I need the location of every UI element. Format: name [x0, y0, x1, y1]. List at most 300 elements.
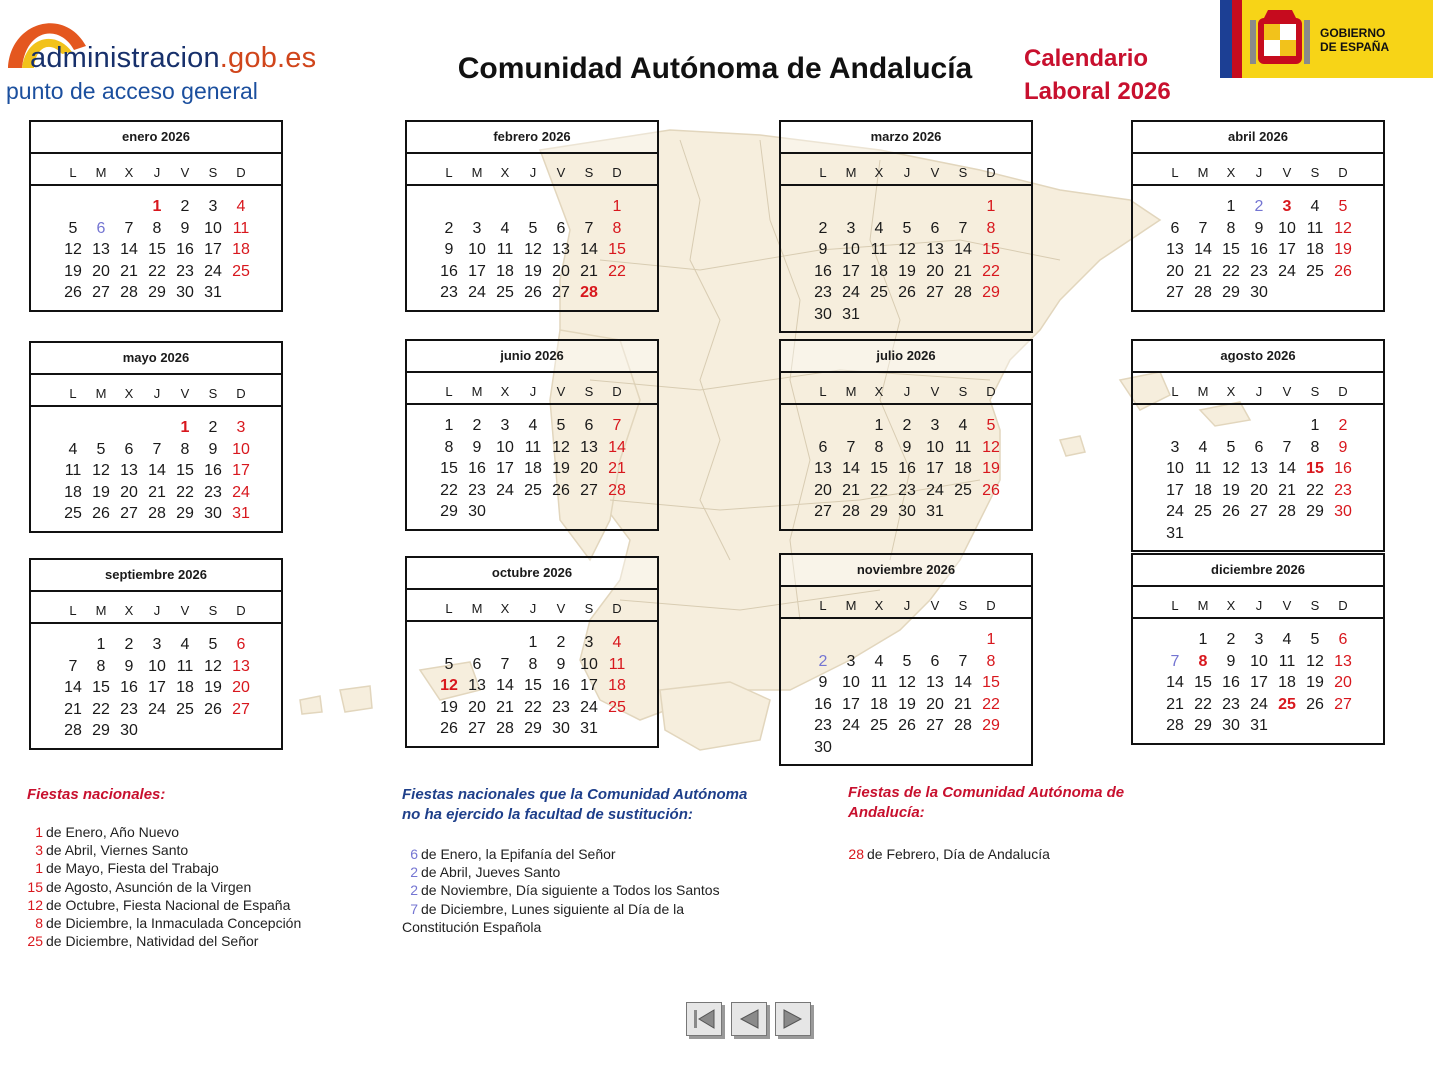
day-cell: 19 [204, 679, 222, 696]
day-cell: 11 [524, 438, 542, 456]
day-cell: 25 [496, 284, 514, 301]
empty-day-cell [1301, 715, 1329, 737]
legend-item [27, 859, 301, 877]
legend-item-text: de Mayo, Fiesta del Trabajo [46, 860, 219, 877]
day-cell: 18 [608, 677, 626, 694]
days-grid [31, 624, 281, 748]
week-row [1161, 694, 1369, 716]
weekday-label: L [445, 384, 453, 399]
weekday-label: V [556, 384, 566, 399]
month-calendar [29, 120, 283, 312]
month-calendar [1131, 553, 1385, 745]
legend-item-day: 8 [35, 915, 43, 932]
legend-substituted-title: Fiestas nacionales que la Comunidad Autónoma no ha ejercido la facultad de sustitución: [402, 786, 748, 823]
empty-day-cell [547, 196, 575, 218]
day-cell: 2 [818, 652, 828, 670]
day-cell: 26 [204, 700, 222, 718]
day-cell: 17 [1250, 674, 1268, 691]
day-cell: 4 [500, 219, 510, 237]
day-cell: 12 [204, 657, 222, 675]
day-cell: 20 [92, 262, 110, 280]
days-grid [781, 405, 1031, 529]
weekday-label: M [1197, 165, 1209, 180]
day-cell: 6 [818, 438, 828, 456]
day-cell: 29 [1222, 284, 1240, 301]
weekday-header [781, 154, 1031, 186]
day-cell: 3 [208, 198, 218, 215]
week-row [809, 715, 1017, 737]
month-name: marzo 2026 [781, 122, 1031, 154]
day-cell: 20 [120, 483, 138, 501]
day-cell: 1 [1310, 417, 1320, 434]
day-cell: 9 [124, 657, 134, 675]
weekday-label: L [1171, 384, 1179, 399]
day-cell: 14 [580, 241, 598, 258]
day-cell: 27 [1250, 503, 1268, 520]
weekday-label: L [1171, 598, 1179, 613]
day-cell: 28 [954, 717, 972, 734]
day-cell: 9 [180, 219, 190, 237]
day-cell: 4 [874, 219, 884, 237]
empty-day-cell [115, 417, 143, 439]
week-row [1161, 480, 1369, 502]
day-cell: 23 [814, 284, 832, 301]
day-cell: 2 [1338, 417, 1348, 434]
day-cell: 14 [120, 241, 138, 258]
days-grid [407, 622, 657, 746]
month-name: octubre 2026 [407, 558, 657, 590]
day-cell: 11 [870, 241, 888, 258]
day-cell: 24 [232, 483, 250, 501]
day-cell: 10 [232, 440, 250, 458]
day-cell: 26 [898, 284, 916, 301]
empty-day-cell [575, 501, 603, 523]
day-cell: 25 [870, 717, 888, 734]
week-row [1161, 501, 1369, 523]
legend-item-day: 2 [410, 864, 418, 881]
weekday-label: M [95, 603, 107, 618]
day-cell: 6 [124, 440, 134, 458]
empty-day-cell [1189, 196, 1217, 218]
day-cell: 18 [870, 262, 888, 280]
day-cell: 22 [1306, 481, 1324, 499]
empty-day-cell [977, 501, 1005, 523]
weekday-label: D [236, 165, 246, 180]
day-cell: 9 [1254, 219, 1264, 237]
month-calendar [779, 339, 1033, 531]
legend-non-substituted-holidays [402, 785, 747, 936]
day-cell: 30 [1222, 717, 1240, 734]
day-cell: 1 [180, 419, 190, 436]
day-cell: 3 [584, 634, 594, 651]
weekday-header [31, 375, 281, 407]
weekday-label: S [1310, 165, 1320, 180]
legend-item-day: 12 [27, 896, 43, 913]
day-cell: 12 [524, 241, 542, 258]
day-cell: 1 [874, 417, 884, 434]
day-cell: 23 [814, 717, 832, 734]
week-row [809, 629, 1017, 651]
weekday-label: V [556, 165, 566, 180]
day-cell: 21 [120, 262, 138, 280]
day-cell: 15 [524, 677, 542, 694]
day-cell: 20 [814, 481, 832, 499]
weekday-label: J [1255, 384, 1263, 399]
day-cell: 10 [842, 241, 860, 258]
weekday-label: J [1255, 598, 1263, 613]
weekday-label: L [1171, 165, 1179, 180]
day-cell: 19 [898, 695, 916, 713]
empty-day-cell [435, 196, 463, 218]
day-cell: 19 [524, 262, 542, 280]
empty-day-cell [519, 501, 547, 523]
week-row [59, 439, 267, 461]
day-cell: 26 [552, 481, 570, 499]
empty-day-cell [1161, 415, 1189, 437]
empty-day-cell [227, 282, 255, 304]
day-cell: 9 [444, 241, 454, 258]
weekday-label: D [612, 601, 622, 616]
week-row [809, 239, 1017, 261]
day-cell: 16 [120, 679, 138, 696]
day-cell: 18 [1278, 674, 1296, 691]
weekday-label: M [471, 384, 483, 399]
day-cell: 30 [898, 503, 916, 520]
legend-national-holidays [27, 785, 301, 950]
legend-item [27, 896, 301, 914]
day-cell: 28 [954, 284, 972, 301]
legend-item-day: 25 [27, 933, 43, 950]
week-row [809, 282, 1017, 304]
weekday-label: V [1282, 384, 1292, 399]
week-row [809, 501, 1017, 523]
month-calendar [1131, 339, 1385, 552]
day-cell: 24 [926, 481, 944, 499]
day-cell: 15 [1222, 241, 1240, 258]
day-cell: 20 [468, 698, 486, 716]
day-cell: 21 [148, 483, 166, 501]
empty-day-cell [949, 501, 977, 523]
legend-item-text: de Octubre, Fiesta Nacional de España [46, 896, 291, 913]
month-name: mayo 2026 [31, 343, 281, 375]
day-cell: 5 [902, 652, 912, 670]
weekday-header [407, 590, 657, 622]
month-calendar [405, 339, 659, 531]
weekday-label: M [471, 601, 483, 616]
legend-item [27, 932, 301, 950]
week-row [59, 503, 267, 525]
day-cell: 21 [1166, 695, 1184, 713]
weekday-label: L [69, 386, 77, 401]
weekday-label: D [986, 384, 996, 399]
day-cell: 30 [814, 305, 832, 323]
weekday-header [31, 592, 281, 624]
day-cell: 16 [176, 241, 194, 258]
month-calendar [1131, 120, 1385, 312]
day-cell: 13 [926, 241, 944, 258]
legend-item-text: de Abril, Jueves Santo [421, 864, 561, 881]
day-cell: 26 [1334, 262, 1352, 280]
week-row [59, 720, 267, 742]
day-cell: 5 [556, 417, 566, 434]
weekday-label: X [124, 386, 134, 401]
day-cell: 23 [440, 284, 458, 301]
weekday-label: J [1255, 165, 1263, 180]
empty-day-cell [809, 196, 837, 218]
empty-day-cell [893, 304, 921, 326]
legend-item-text: de Diciembre, Lunes siguiente al Día de la [421, 900, 685, 917]
day-cell: 12 [898, 674, 916, 691]
day-cell: 15 [176, 462, 194, 479]
day-cell: 27 [926, 717, 944, 734]
day-cell: 23 [552, 698, 570, 716]
month-name: diciembre 2026 [1133, 555, 1383, 587]
day-cell: 27 [580, 481, 598, 499]
week-row [435, 218, 643, 240]
week-row [1161, 282, 1369, 304]
day-cell: 6 [96, 219, 106, 237]
week-row [435, 437, 643, 459]
day-cell: 28 [842, 503, 860, 520]
gobierno-de-espana-logo[interactable] [1220, 0, 1433, 78]
week-row [59, 677, 267, 699]
weekday-header [1133, 587, 1383, 619]
day-cell: 10 [148, 657, 166, 675]
week-row [1161, 458, 1369, 480]
day-cell: 25 [608, 698, 626, 716]
logo-sub-text: punto de acceso general [6, 78, 258, 104]
week-row [435, 718, 643, 740]
empty-day-cell [893, 737, 921, 759]
week-row [1161, 261, 1369, 283]
day-cell: 18 [176, 679, 194, 696]
day-cell: 5 [528, 219, 538, 237]
weekday-label: L [819, 384, 827, 399]
day-cell: 9 [556, 655, 566, 673]
week-row [435, 697, 643, 719]
weekday-header [781, 373, 1031, 405]
day-cell: 5 [208, 636, 218, 653]
day-cell: 11 [954, 438, 972, 456]
day-cell: 27 [468, 720, 486, 737]
weekday-header [1133, 373, 1383, 405]
day-cell: 23 [1222, 695, 1240, 713]
day-cell: 14 [1278, 460, 1296, 477]
week-row [59, 261, 267, 283]
day-cell: 24 [1166, 503, 1184, 520]
day-cell: 17 [926, 460, 944, 477]
days-grid [1133, 186, 1383, 310]
month-name: abril 2026 [1133, 122, 1383, 154]
day-cell: 19 [64, 262, 82, 280]
weekday-label: D [986, 165, 996, 180]
weekday-label: L [69, 165, 77, 180]
empty-day-cell [921, 629, 949, 651]
day-cell: 25 [954, 481, 972, 499]
day-cell: 3 [1282, 198, 1292, 215]
weekday-label: S [208, 386, 218, 401]
day-cell: 11 [1306, 219, 1324, 237]
empty-day-cell [575, 196, 603, 218]
day-cell: 26 [92, 505, 110, 522]
administracion-gob-logo[interactable] [4, 2, 364, 110]
legend-item-text: de Agosto, Asunción de la Virgen [46, 878, 252, 895]
next-page-icon [776, 1003, 810, 1035]
weekday-label: V [1282, 165, 1292, 180]
empty-day-cell [949, 304, 977, 326]
day-cell: 15 [982, 241, 1000, 258]
day-cell: 30 [468, 503, 486, 520]
empty-day-cell [519, 196, 547, 218]
day-cell: 17 [204, 241, 222, 258]
legend-item-day: 7 [410, 900, 418, 917]
week-row [1161, 672, 1369, 694]
legend-item-text: de Enero, Año Nuevo [46, 824, 180, 840]
day-cell: 17 [1278, 241, 1296, 258]
day-cell: 28 [64, 722, 82, 739]
week-row [59, 218, 267, 240]
empty-day-cell [1301, 282, 1329, 304]
day-cell: 13 [232, 657, 250, 675]
day-cell: 16 [552, 677, 570, 694]
weekday-label: V [180, 603, 190, 618]
day-cell: 11 [608, 655, 626, 673]
legend-item-text: de Enero, la Epifanía del Señor [421, 846, 616, 862]
week-row [809, 694, 1017, 716]
day-cell: 28 [148, 505, 166, 522]
day-cell: 16 [468, 460, 486, 477]
day-cell: 9 [472, 438, 482, 456]
weekday-label: X [124, 603, 134, 618]
week-row [435, 415, 643, 437]
weekday-label: D [612, 165, 622, 180]
day-cell: 4 [528, 417, 538, 434]
day-cell: 22 [524, 698, 542, 716]
day-cell: 20 [580, 460, 598, 477]
day-cell: 24 [204, 262, 222, 280]
weekday-label: S [1310, 384, 1320, 399]
day-cell: 10 [1250, 652, 1268, 670]
day-cell: 26 [898, 717, 916, 734]
day-cell: 31 [232, 505, 250, 522]
legend-item-day: 2 [410, 882, 418, 899]
weekday-label: D [1338, 384, 1348, 399]
legend-regional-title: Fiestas de la Comunidad Autónoma de Andalucía: [848, 784, 1125, 821]
day-cell: 8 [1198, 652, 1208, 670]
week-row [59, 460, 267, 482]
day-cell: 14 [64, 679, 82, 696]
weekday-label: L [445, 165, 453, 180]
week-row [809, 415, 1017, 437]
day-cell: 17 [468, 262, 486, 280]
day-cell: 19 [1222, 481, 1240, 499]
empty-day-cell [547, 501, 575, 523]
day-cell: 9 [208, 440, 218, 458]
previous-page-button[interactable] [731, 1002, 767, 1036]
day-cell: 6 [472, 655, 482, 673]
weekday-label: S [958, 598, 968, 613]
weekday-label: J [903, 598, 911, 613]
day-cell: 25 [232, 262, 250, 280]
day-cell: 27 [552, 284, 570, 301]
weekday-header [781, 587, 1031, 619]
day-cell: 29 [440, 503, 458, 520]
empty-day-cell [491, 501, 519, 523]
legend-item-day: 15 [27, 878, 43, 895]
day-cell: 31 [926, 503, 944, 520]
day-cell: 25 [64, 505, 82, 522]
day-cell: 4 [958, 417, 968, 434]
week-row [809, 196, 1017, 218]
empty-day-cell [1245, 415, 1273, 437]
day-cell: 22 [608, 262, 626, 280]
days-grid [407, 186, 657, 310]
day-cell: 31 [1166, 524, 1184, 542]
day-cell: 28 [608, 481, 626, 499]
day-cell: 23 [204, 483, 222, 501]
first-page-button[interactable] [686, 1002, 722, 1036]
day-cell: 30 [1250, 284, 1268, 301]
weekday-label: S [958, 384, 968, 399]
day-cell: 19 [552, 460, 570, 477]
day-cell: 2 [472, 417, 482, 434]
day-cell: 20 [232, 679, 250, 696]
week-row [1161, 437, 1369, 459]
day-cell: 6 [930, 652, 940, 670]
day-cell: 8 [986, 652, 996, 670]
weekday-label: M [1197, 384, 1209, 399]
day-cell: 8 [152, 219, 162, 237]
day-cell: 6 [1170, 219, 1180, 237]
days-grid [31, 186, 281, 310]
day-cell: 25 [1306, 262, 1324, 280]
day-cell: 27 [814, 503, 832, 520]
empty-day-cell [1245, 523, 1273, 545]
week-row [59, 417, 267, 439]
day-cell: 29 [176, 505, 194, 522]
weekday-label: V [180, 386, 190, 401]
next-page-button[interactable] [775, 1002, 811, 1036]
day-cell: 26 [524, 284, 542, 301]
day-cell: 20 [1334, 674, 1352, 691]
day-cell: 5 [902, 219, 912, 237]
day-cell: 31 [1250, 717, 1268, 734]
empty-day-cell [1273, 415, 1301, 437]
day-cell: 22 [870, 481, 888, 499]
legend-continuation: Constitución Española [402, 918, 542, 935]
empty-day-cell [1329, 523, 1357, 545]
week-row [809, 672, 1017, 694]
day-cell: 16 [1250, 241, 1268, 258]
week-row [59, 634, 267, 656]
empty-day-cell [115, 196, 143, 218]
day-cell: 29 [870, 503, 888, 520]
weekday-label: M [1197, 598, 1209, 613]
weekday-label: S [584, 384, 594, 399]
first-page-icon [687, 1003, 721, 1035]
month-name: junio 2026 [407, 341, 657, 373]
days-grid [1133, 619, 1383, 743]
day-cell: 9 [818, 241, 828, 258]
empty-day-cell [893, 629, 921, 651]
week-row [435, 282, 643, 304]
day-cell: 18 [64, 483, 82, 501]
day-cell: 9 [818, 674, 828, 691]
day-cell: 25 [870, 284, 888, 301]
week-row [435, 654, 643, 676]
empty-day-cell [435, 632, 463, 654]
week-row [809, 737, 1017, 759]
